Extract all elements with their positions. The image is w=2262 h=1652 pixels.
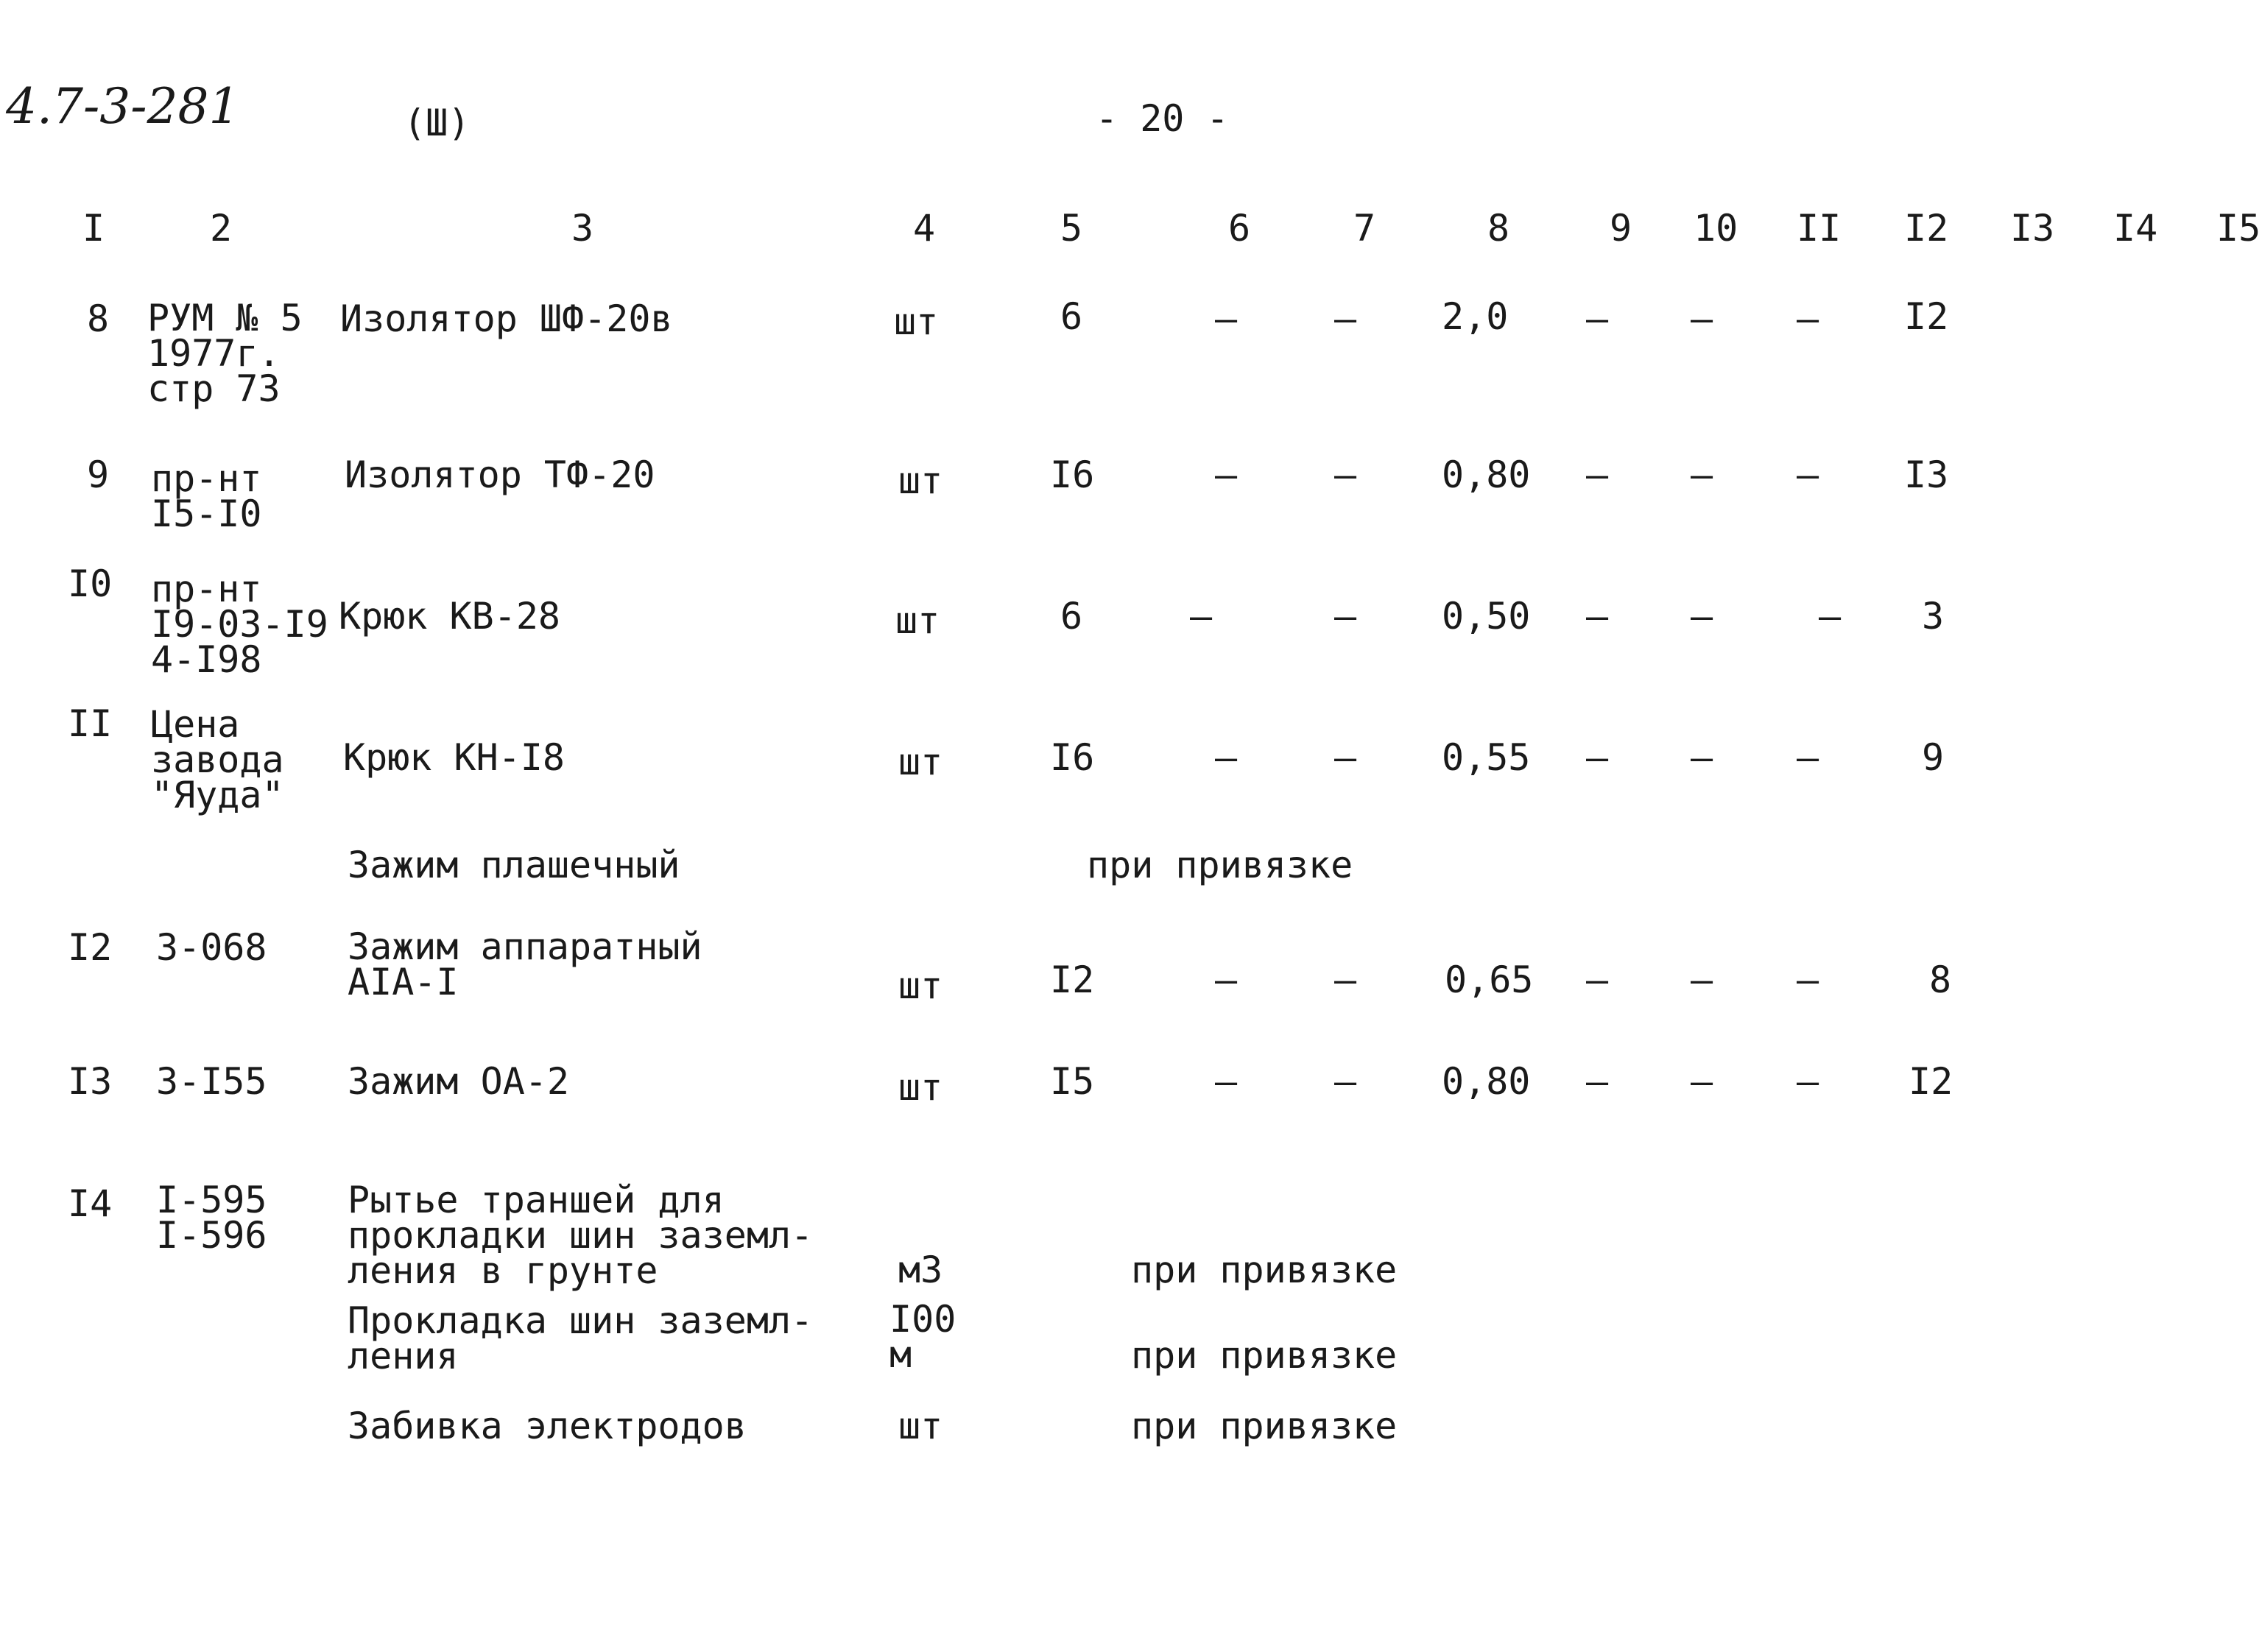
document-code: 4.7-3-281	[6, 78, 240, 135]
cell-dash: –	[1586, 453, 1609, 496]
cell-dash: –	[1215, 297, 1238, 340]
cell-dash: –	[1797, 959, 1819, 1001]
binding-note: при привязке	[1131, 1334, 1398, 1377]
column-12-value: 8	[1929, 959, 1952, 1001]
column-header: 5	[1060, 207, 1083, 250]
unit: I00 м	[889, 1298, 956, 1376]
binding-note: при привязке	[1131, 1249, 1398, 1291]
cell-dash: –	[1586, 595, 1609, 638]
source-reference: пр-нт I5-I0	[151, 457, 262, 535]
cell-dash: –	[1215, 736, 1238, 779]
item-name: Крюк КН-I8	[343, 736, 566, 779]
cell-dash: –	[1819, 595, 1842, 638]
weight-value: 0,80	[1442, 1060, 1531, 1103]
unit: шт	[898, 964, 943, 1007]
column-12-value: I3	[1904, 453, 1949, 496]
cell-dash: –	[1334, 1060, 1357, 1103]
cell-dash: –	[1797, 453, 1819, 496]
column-header: I3	[2010, 207, 2055, 250]
quantity: 6	[1060, 595, 1083, 638]
row-number: I0	[68, 562, 113, 605]
column-header: I5	[2216, 207, 2261, 250]
weight-value: 2,0	[1442, 295, 1509, 338]
row-number: I3	[68, 1060, 113, 1103]
cell-dash: –	[1334, 959, 1357, 1001]
item-name: Рытье траншей для прокладки шин заземл- ления в грунте	[348, 1179, 814, 1292]
quantity: I6	[1050, 453, 1095, 496]
item-name: Зажим плашечный	[348, 844, 680, 886]
cell-dash: –	[1797, 297, 1819, 340]
row-number: I2	[68, 926, 113, 969]
item-name: Изолятор ШФ-20в	[340, 297, 673, 340]
binding-note: при привязке	[1131, 1405, 1398, 1447]
item-name: Зажим ОА-2	[348, 1060, 570, 1103]
column-12-value: I2	[1904, 295, 1949, 338]
column-header: 3	[571, 207, 594, 250]
column-12-value: I2	[1909, 1060, 1953, 1103]
sheet-mark: (Ш)	[404, 102, 471, 144]
cell-dash: –	[1691, 736, 1713, 779]
unit: шт	[898, 459, 943, 502]
column-header: 6	[1228, 207, 1251, 250]
quantity: I5	[1050, 1060, 1095, 1103]
cell-dash: –	[1797, 736, 1819, 779]
cell-dash: –	[1691, 959, 1713, 1001]
row-number: 8	[87, 297, 110, 340]
unit: м3	[898, 1249, 943, 1291]
row-number: II	[68, 702, 113, 745]
column-header: II	[1797, 207, 1842, 250]
unit: шт	[898, 741, 943, 783]
weight-value: 0,80	[1442, 453, 1531, 496]
page-number: - 20 -	[1096, 97, 1229, 140]
cell-dash: –	[1797, 1060, 1819, 1103]
quantity: I2	[1050, 959, 1095, 1001]
cell-dash: –	[1215, 1060, 1238, 1103]
source-reference: Цена завода "Яуда"	[151, 703, 284, 816]
column-header: I	[82, 207, 105, 250]
weight-value: 0,65	[1445, 959, 1534, 1001]
column-12-value: 3	[1922, 595, 1945, 638]
source-reference: I-595 I-596	[156, 1179, 267, 1257]
cell-dash: –	[1691, 297, 1713, 340]
cell-dash: –	[1586, 1060, 1609, 1103]
weight-value: 0,55	[1442, 736, 1531, 779]
row-number: I4	[68, 1182, 113, 1225]
source-reference: РУМ № 5 1977г. стр 73	[147, 297, 303, 410]
quantity: I6	[1050, 736, 1095, 779]
cell-dash: –	[1586, 736, 1609, 779]
cell-dash: –	[1190, 595, 1213, 638]
item-name: Крюк КВ-28	[339, 595, 561, 638]
cell-dash: –	[1334, 453, 1357, 496]
item-name: Изолятор ТФ-20	[345, 453, 655, 496]
cell-dash: –	[1215, 453, 1238, 496]
column-header: 7	[1353, 207, 1376, 250]
column-header: 9	[1610, 207, 1632, 250]
column-header: I2	[1904, 207, 1949, 250]
cell-dash: –	[1691, 1060, 1713, 1103]
column-header: 2	[210, 207, 233, 250]
item-name: Забивка электродов	[348, 1405, 747, 1447]
cell-dash: –	[1691, 595, 1713, 638]
column-header: 10	[1694, 207, 1738, 250]
cell-dash: –	[1215, 959, 1238, 1001]
unit: шт	[895, 599, 940, 642]
column-12-value: 9	[1922, 736, 1945, 779]
weight-value: 0,50	[1442, 595, 1531, 638]
unit: шт	[898, 1405, 943, 1447]
cell-dash: –	[1334, 297, 1357, 340]
column-header: 4	[913, 207, 936, 250]
column-header: 8	[1487, 207, 1510, 250]
item-name: Зажим аппаратный AIA-I	[348, 925, 702, 1003]
cell-dash: –	[1586, 297, 1609, 340]
quantity: 6	[1060, 295, 1083, 338]
unit: шт	[894, 300, 939, 343]
cell-dash: –	[1334, 736, 1357, 779]
cell-dash: –	[1691, 453, 1713, 496]
source-reference: пр-нт I9-03-I9 4-I98	[151, 568, 328, 681]
row-number: 9	[87, 453, 110, 496]
binding-note: при привязке	[1087, 844, 1353, 886]
source-reference: 3-068	[156, 926, 267, 969]
column-header: I4	[2113, 207, 2158, 250]
cell-dash: –	[1334, 595, 1357, 638]
source-reference: 3-I55	[156, 1060, 267, 1103]
item-name: Прокладка шин заземл- ления	[348, 1299, 814, 1377]
unit: шт	[898, 1066, 943, 1109]
cell-dash: –	[1586, 959, 1609, 1001]
